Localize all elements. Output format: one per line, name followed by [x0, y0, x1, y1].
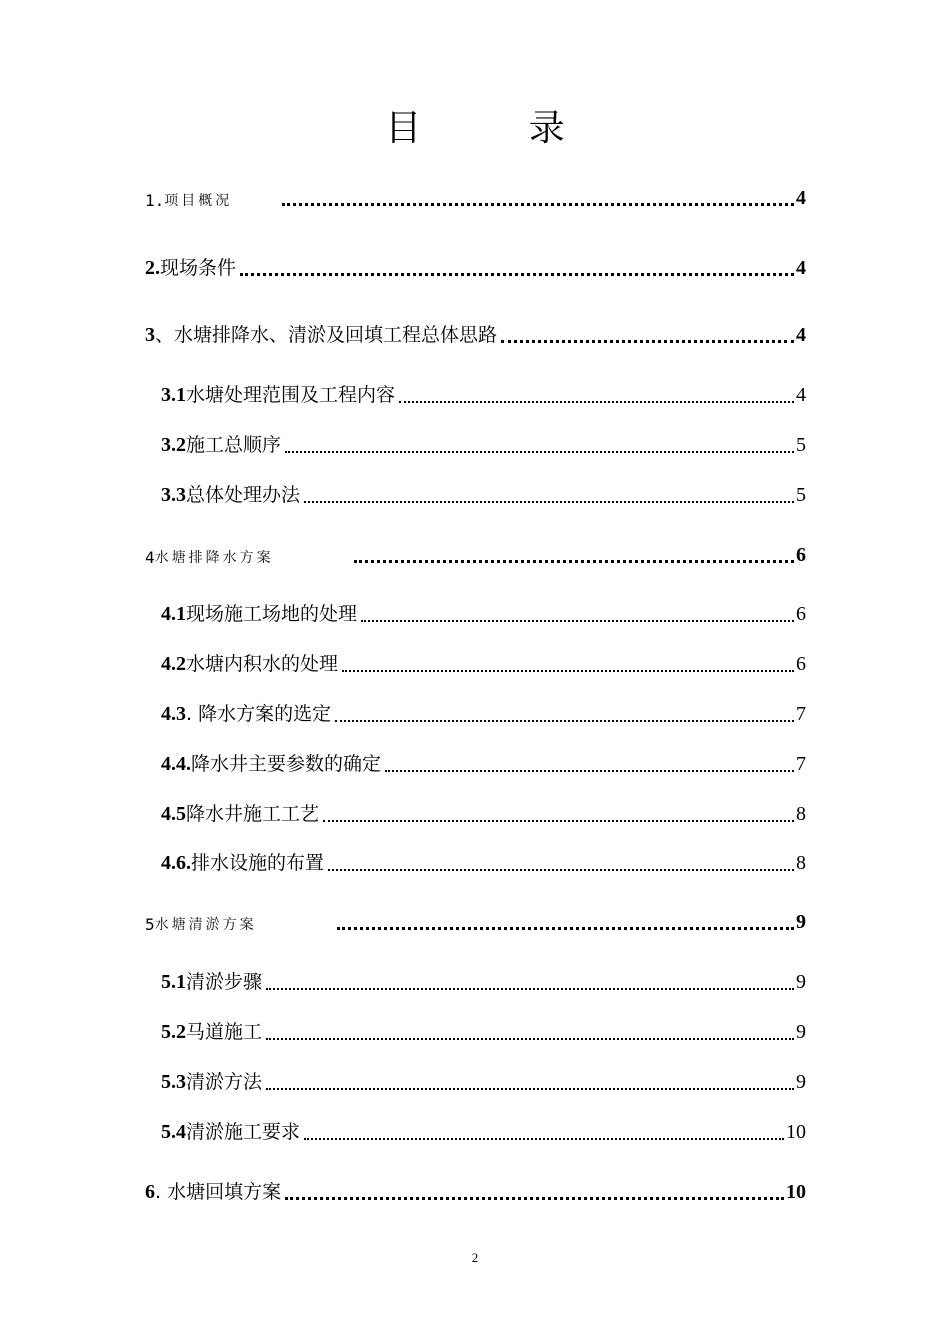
toc-entry-label: . 降水方案的选定 [186, 703, 332, 725]
toc-entry[interactable] [161, 845, 806, 875]
toc-entry-label: 水塘排降水方案 [154, 550, 274, 566]
toc-entry-label: 降水井施工工艺 [186, 803, 320, 825]
toc-entry-label: 总体处理办法 [186, 484, 301, 506]
toc-entry-page: 8 [796, 803, 806, 825]
page-number: 2 [471, 1250, 479, 1265]
toc-entry-page: 9 [796, 971, 806, 993]
toc-entry-label: 水塘清淤方案 [154, 917, 257, 933]
toc-leader-dots [240, 259, 794, 276]
toc-entry[interactable] [145, 1174, 806, 1204]
toc-entry-label: 项目概况 [164, 193, 233, 209]
toc-entry-label: 清淤步骤 [186, 971, 263, 993]
toc-entry-number: 4.2 [161, 653, 186, 675]
toc-entry[interactable] [161, 377, 806, 407]
toc-entry[interactable] [161, 1064, 806, 1094]
toc-entry-number: 5.4 [161, 1121, 186, 1143]
toc-entry-number: 4.1 [161, 603, 186, 625]
toc-entry-number: 5.2 [161, 1021, 186, 1043]
toc-leader-dots [354, 546, 794, 563]
toc-leader-dots [266, 1024, 794, 1040]
toc-leader-dots [304, 1124, 784, 1140]
toc-leader-dots [501, 326, 794, 343]
toc-entry-number: 4.6. [161, 852, 191, 874]
toc-entry-label: 水塘处理范围及工程内容 [186, 384, 396, 406]
toc-entry-page: 6 [796, 603, 806, 625]
toc-entry-number: 1. [145, 191, 165, 210]
toc-entry-page: 10 [786, 1181, 806, 1203]
toc-leader-dots [399, 387, 794, 403]
toc-entry-page: 4 [796, 257, 806, 279]
toc-entry-label: 马道施工 [186, 1021, 263, 1043]
toc-entry[interactable] [161, 596, 806, 626]
toc-entry-label: 施工总顺序 [186, 434, 282, 456]
toc-entry-number: 3.2 [161, 434, 186, 456]
toc-entry[interactable] [161, 746, 806, 776]
toc-leader-dots [323, 806, 794, 822]
toc-entry-number: 3 [145, 324, 155, 346]
toc-leader-dots [337, 913, 794, 930]
toc-entry-number: 4 [145, 548, 155, 567]
toc-entry-page: 9 [796, 911, 806, 933]
toc-entry-page: 10 [786, 1121, 806, 1143]
toc-entry-number: 6 [145, 1181, 155, 1203]
toc-entry-number: 2. [145, 257, 160, 279]
toc-entry[interactable] [161, 964, 806, 994]
toc-entry[interactable] [161, 1114, 806, 1144]
toc-entry-label: 水塘内积水的处理 [186, 653, 339, 675]
toc-leader-dots [266, 974, 794, 990]
toc-leader-dots [342, 656, 794, 672]
toc-entry-number: 5.3 [161, 1071, 186, 1093]
toc-entry-number: 3.1 [161, 384, 186, 406]
toc-leader-dots [361, 606, 794, 622]
toc-entry[interactable] [145, 537, 806, 567]
toc-entry-page: 8 [796, 852, 806, 874]
toc-entry-page: 5 [796, 434, 806, 456]
toc-leader-dots [385, 756, 794, 772]
toc-entry-label: 现场条件 [160, 257, 237, 279]
toc-entry-label: 、水塘排降水、清淤及回填工程总体思路 [155, 324, 498, 346]
toc-entry[interactable] [161, 696, 806, 726]
toc-entry-page: 5 [796, 484, 806, 506]
toc-entry-number: 5.1 [161, 971, 186, 993]
toc-entry[interactable] [161, 477, 806, 507]
toc-leader-dots [266, 1074, 794, 1090]
toc-entry-label: 清淤方法 [186, 1071, 263, 1093]
toc-entry-number: 4.3 [161, 703, 186, 725]
toc-entry-label: . 水塘回填方案 [155, 1181, 282, 1203]
toc-entry-page: 4 [796, 384, 806, 406]
toc-entry-number: 3.3 [161, 484, 186, 506]
toc-entry-page: 7 [796, 753, 806, 775]
toc-leader-dots [285, 437, 794, 453]
toc-entry[interactable] [145, 317, 806, 347]
toc-entry[interactable] [145, 904, 806, 934]
toc-entry-page: 9 [796, 1071, 806, 1093]
toc-entry-label: 降水井主要参数的确定 [191, 753, 382, 775]
toc-leader-dots [335, 706, 794, 722]
toc-entry[interactable] [161, 646, 806, 676]
toc-entry-number: 4.4. [161, 753, 191, 775]
toc-entry-page: 4 [796, 324, 806, 346]
toc-entry-page: 9 [796, 1021, 806, 1043]
toc-entry-number: 5 [145, 915, 155, 934]
page-title: 目 录 [385, 108, 613, 149]
toc-entry[interactable] [145, 180, 806, 210]
toc-leader-dots [282, 189, 794, 206]
toc-leader-dots [328, 855, 794, 871]
toc-entry-label: 现场施工场地的处理 [186, 603, 358, 625]
toc-entry[interactable] [161, 1014, 806, 1044]
toc-entry[interactable] [145, 250, 806, 280]
toc-entry-page: 4 [796, 187, 806, 209]
toc-entry-label: 清淤施工要求 [186, 1121, 301, 1143]
toc-entry[interactable] [161, 796, 806, 826]
toc-entry[interactable] [161, 427, 806, 457]
toc-entry-number: 4.5 [161, 803, 186, 825]
toc-entry-label: 排水设施的布置 [191, 852, 325, 874]
toc-entry-page: 6 [796, 653, 806, 675]
toc-leader-dots [285, 1183, 784, 1200]
toc-entry-page: 6 [796, 544, 806, 566]
toc-leader-dots [304, 487, 794, 503]
toc-entry-page: 7 [796, 703, 806, 725]
